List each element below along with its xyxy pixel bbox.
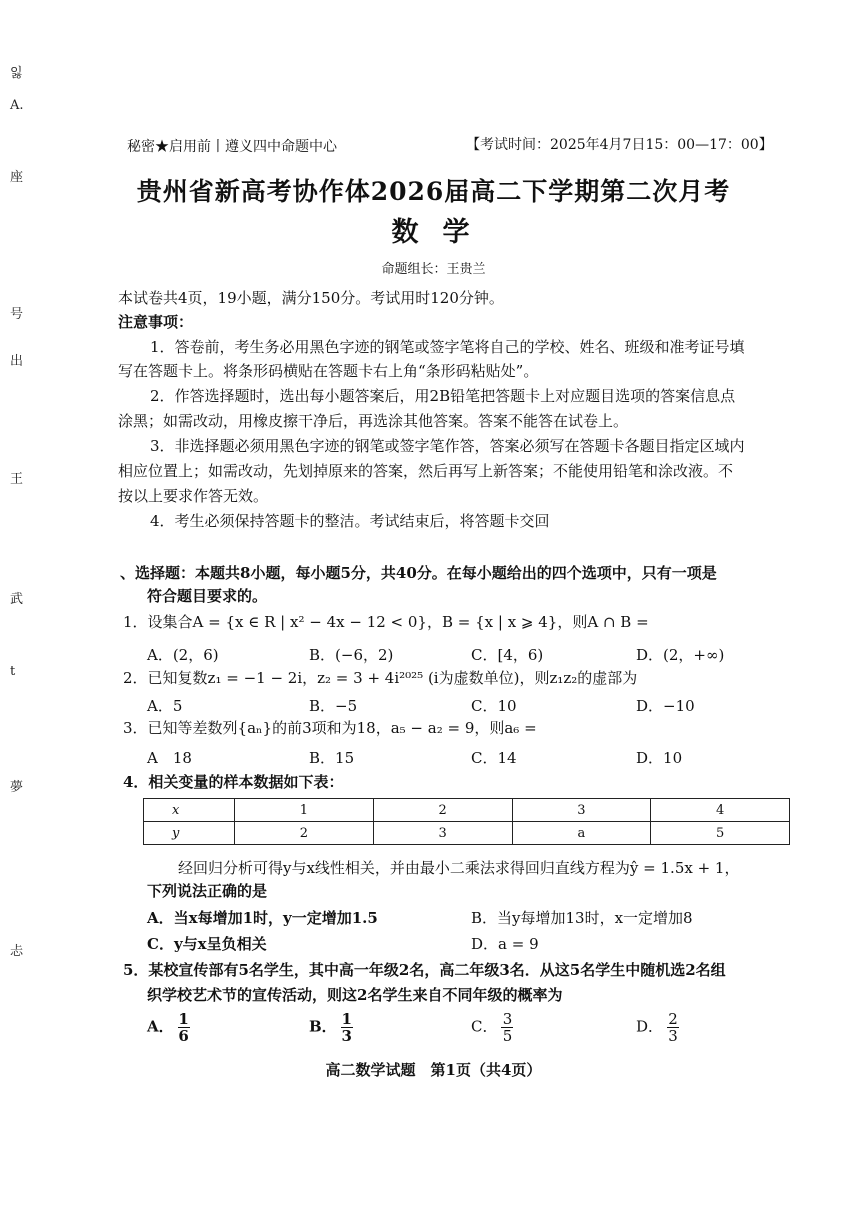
table-cell: 4 [651, 799, 790, 822]
question-5-stem: 织学校艺术节的宣传活动，则这2名学生来自不同年级的概率为 [147, 986, 563, 1004]
fraction-denominator: 3 [341, 1027, 352, 1045]
table-cell: y [144, 822, 235, 845]
sample-data-table [143, 798, 790, 845]
question-1-stem: 1．设集合A = {x ∈ R | x² − 4x − 12 < 0}，B = {x | x ⩾ 4}，则A ∩ B = [123, 613, 649, 631]
intro-line: 本试卷共4页，19小题，满分150分。考试用时120分钟。 [118, 289, 504, 307]
option-d: D．a = 9 [471, 935, 539, 953]
option-c [471, 1011, 513, 1044]
table-row [144, 799, 790, 822]
fraction-denominator: 3 [668, 1027, 678, 1045]
margin-mark: t [10, 664, 16, 679]
notice-line: 4．考生必须保持答题卡的整洁。考试结束后，将答题卡交回 [150, 512, 550, 530]
option-b: B．(−6，2) [309, 646, 394, 664]
subject-title: 数学 [391, 217, 494, 248]
fraction [341, 1011, 353, 1044]
notice-heading: 注意事项： [118, 313, 194, 331]
option-c: C．14 [471, 749, 517, 767]
table-cell: 5 [651, 822, 790, 845]
table-cell: a [512, 822, 651, 845]
option-b: B．−5 [309, 697, 358, 715]
margin-mark: 号 [10, 307, 24, 322]
option-d [636, 1011, 679, 1044]
notice-line: 3．非选择题必须用黑色字迹的钢笔或签字笔作答，答案必须写在答题卡各题目指定区域内 [150, 437, 745, 455]
question-5-stem: 5．某校宣传部有5名学生，其中高一年级2名，高二年级3名．从这5名学生中随机选2名组 [123, 961, 726, 979]
fraction-denominator: 5 [502, 1027, 513, 1045]
option-d: D．−10 [636, 697, 695, 715]
option-b: B．当y每增加13时，x一定增加8 [471, 909, 693, 927]
section-heading-cont: 符合题目要求的。 [147, 587, 268, 605]
notice-line: 写在答题卡上。将条形码横贴在答题卡右上角“条形码粘贴处”。 [118, 362, 539, 380]
table-cell: x [144, 799, 235, 822]
option-label: A． [147, 1017, 174, 1036]
question-3-stem: 3．已知等差数列{aₙ}的前3项和为18，a₅ − a₂ = 9，则a₆ = [123, 719, 537, 737]
exam-time-header: 【考试时间：2025年4月7日15：00—17：00】 [466, 137, 773, 153]
question-4-text: 经回归分析可得y与x线性相关，并由最小二乘法求得回归直线方程为ŷ = 1.5x + 1， [178, 859, 740, 877]
question-4-stem: 4．相关变量的样本数据如下表： [123, 773, 344, 791]
margin-mark: 座 [10, 170, 24, 185]
table-cell: 2 [235, 822, 374, 845]
notice-line: 1．答卷前，考生务必用黑色字迹的钢笔或签字笔将自己的学校、姓名、班级和准考证号填 [150, 338, 745, 356]
option-b [309, 1011, 353, 1044]
notice-line: 涂黑；如需改动，用橡皮擦干净后，再选涂其他答案。答案不能答在试卷上。 [118, 412, 629, 430]
author-line: 命题组长：王贵兰 [381, 262, 486, 277]
notice-line: 相应位置上；如需改动，先划掉原来的答案，然后再写上新答案；不能使用铅笔和涂改液。不 [118, 462, 734, 480]
table-cell: 3 [373, 822, 512, 845]
table-cell: 3 [512, 799, 651, 822]
margin-mark: 잃 [10, 66, 23, 81]
option-a: A 18 [147, 749, 192, 767]
fraction-numerator: 1 [341, 1010, 352, 1028]
exam-title: 贵州省新高考协作体2026届高二下学期第二次月考 [136, 177, 731, 206]
table-cell: 1 [235, 799, 374, 822]
page-footer: 高二数学试题 第1页（共4页） [325, 1061, 542, 1079]
table-cell: 2 [373, 799, 512, 822]
option-d: D．(2，+∞) [636, 646, 725, 664]
section-heading: 、选择题：本题共8小题，每小题5分，共40分。在每小题给出的四个选项中，只有一项是 [120, 564, 717, 582]
margin-mark: 王 [10, 472, 24, 487]
option-b: B．15 [309, 749, 355, 767]
option-c: C．[4，6) [471, 646, 544, 664]
option-d: D．10 [636, 749, 683, 767]
fraction [178, 1011, 190, 1044]
option-a: A．当x每增加1时，y一定增加1.5 [147, 909, 378, 927]
fraction-numerator: 1 [178, 1010, 189, 1028]
fraction-numerator: 3 [502, 1010, 513, 1028]
question-2-stem: 2．已知复数z₁ = −1 − 2i，z₂ = 3 + 4i²⁰²⁵ (i为虚数单位)，则z₁z₂的虚部为 [123, 669, 638, 687]
question-4-text: 下列说法正确的是 [147, 882, 268, 900]
notice-line: 2．作答选择题时，选出每小题答案后，用2B铅笔把答题卡上对应题目选项的答案信息点 [150, 387, 736, 405]
confidential-header: 秘密★启用前丨遵义四中命题中心 [127, 139, 337, 155]
option-a: A．(2，6) [147, 646, 219, 664]
option-a: A．5 [147, 697, 183, 715]
option-label: B． [309, 1017, 337, 1036]
table-row [144, 822, 790, 845]
margin-mark: 忐 [10, 944, 24, 959]
option-label: C． [471, 1017, 498, 1036]
margin-mark: 夢 [10, 780, 24, 795]
notice-line: 按以上要求作答无效。 [118, 487, 269, 505]
fraction [501, 1011, 513, 1044]
margin-mark: 出 [10, 354, 24, 369]
fraction-denominator: 6 [178, 1027, 189, 1045]
fraction [667, 1011, 679, 1044]
option-c: C．y与x呈负相关 [147, 935, 267, 953]
option-label: D． [636, 1017, 664, 1036]
option-c: C．10 [471, 697, 517, 715]
margin-mark: 武 [10, 592, 24, 607]
margin-mark: A. [10, 98, 24, 113]
fraction-numerator: 2 [668, 1010, 678, 1028]
option-a [147, 1011, 190, 1044]
